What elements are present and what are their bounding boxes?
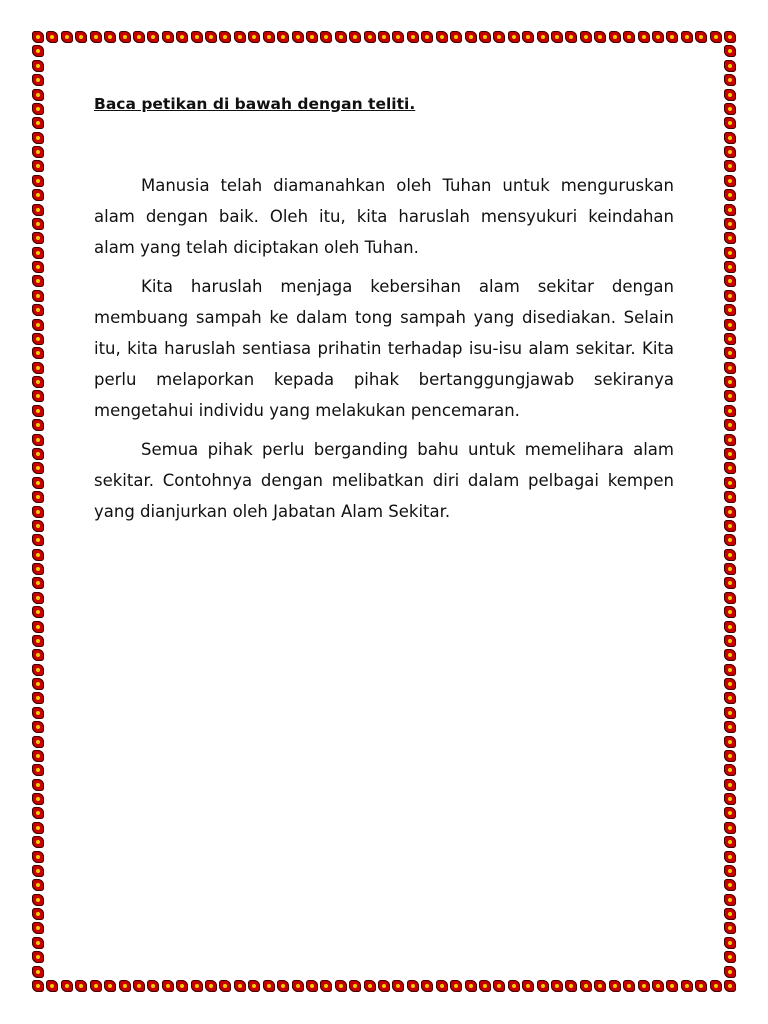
flower-icon <box>724 376 736 388</box>
flower-icon <box>248 980 260 992</box>
flower-icon <box>133 980 145 992</box>
flower-icon <box>638 980 650 992</box>
flower-icon <box>32 74 44 86</box>
flower-icon <box>537 980 549 992</box>
flower-icon <box>479 980 491 992</box>
flower-icon <box>32 390 44 402</box>
flower-icon <box>364 31 376 43</box>
flower-icon <box>32 31 44 43</box>
flower-icon <box>90 31 102 43</box>
flower-icon <box>724 980 736 992</box>
flower-icon <box>32 448 44 460</box>
flower-icon <box>263 980 275 992</box>
flower-icon <box>465 980 477 992</box>
flower-icon <box>378 31 390 43</box>
flower-icon <box>724 822 736 834</box>
flower-icon <box>32 319 44 331</box>
flower-icon <box>724 621 736 633</box>
flower-icon <box>623 31 635 43</box>
flower-icon <box>724 678 736 690</box>
flower-icon <box>724 721 736 733</box>
flower-icon <box>32 750 44 762</box>
flower-icon <box>46 980 58 992</box>
flower-icon <box>565 980 577 992</box>
flower-icon <box>191 980 203 992</box>
flower-icon <box>724 534 736 546</box>
flower-icon <box>724 851 736 863</box>
flower-icon <box>522 980 534 992</box>
flower-icon <box>75 31 87 43</box>
flower-icon <box>32 534 44 546</box>
flower-icon <box>695 980 707 992</box>
flower-icon <box>724 707 736 719</box>
flower-icon <box>724 635 736 647</box>
flower-icon <box>32 132 44 144</box>
flower-icon <box>32 304 44 316</box>
flower-icon <box>724 434 736 446</box>
flower-icon <box>724 937 736 949</box>
flower-icon <box>32 664 44 676</box>
flower-icon <box>32 966 44 978</box>
flower-icon <box>724 491 736 503</box>
flower-icon <box>32 807 44 819</box>
flower-icon <box>724 692 736 704</box>
flower-icon <box>522 31 534 43</box>
flower-icon <box>724 779 736 791</box>
flower-icon <box>32 45 44 57</box>
flower-icon <box>119 980 131 992</box>
flower-icon <box>277 980 289 992</box>
flower-icon <box>724 549 736 561</box>
flower-icon <box>263 31 275 43</box>
flower-icon <box>724 908 736 920</box>
flower-icon <box>450 31 462 43</box>
flower-icon <box>32 822 44 834</box>
flower-icon <box>724 160 736 172</box>
flower-icon <box>392 980 404 992</box>
flower-icon <box>75 980 87 992</box>
flower-icon <box>32 89 44 101</box>
flower-icon <box>32 649 44 661</box>
flower-icon <box>306 31 318 43</box>
flower-icon <box>724 74 736 86</box>
flower-icon <box>32 117 44 129</box>
flower-icon <box>724 45 736 57</box>
flower-icon <box>724 577 736 589</box>
flower-icon <box>32 736 44 748</box>
flower-icon <box>32 520 44 532</box>
flower-icon <box>335 31 347 43</box>
flower-icon <box>32 692 44 704</box>
flower-icon <box>724 951 736 963</box>
flower-icon <box>32 506 44 518</box>
flower-icon <box>133 31 145 43</box>
flower-icon <box>32 937 44 949</box>
flower-icon <box>90 980 102 992</box>
flower-icon <box>710 980 722 992</box>
flower-icon <box>724 922 736 934</box>
flower-icon <box>724 520 736 532</box>
flower-icon <box>364 980 376 992</box>
flower-icon <box>623 980 635 992</box>
flower-icon <box>638 31 650 43</box>
flower-icon <box>724 390 736 402</box>
flower-icon <box>724 247 736 259</box>
flower-icon <box>219 31 231 43</box>
document-body <box>94 88 674 535</box>
flower-icon <box>61 31 73 43</box>
flower-icon <box>32 851 44 863</box>
flower-icon <box>580 980 592 992</box>
flower-icon <box>147 980 159 992</box>
flower-icon <box>681 31 693 43</box>
flower-icon <box>421 31 433 43</box>
flower-icon <box>407 980 419 992</box>
flower-icon <box>176 31 188 43</box>
flower-icon <box>32 635 44 647</box>
flower-icon <box>465 31 477 43</box>
flower-icon <box>724 966 736 978</box>
flower-icon <box>724 218 736 230</box>
flower-icon <box>32 879 44 891</box>
flower-icon <box>724 405 736 417</box>
flower-icon <box>508 31 520 43</box>
flower-icon <box>666 980 678 992</box>
flower-icon <box>724 175 736 187</box>
flower-icon <box>609 31 621 43</box>
flower-icon <box>248 31 260 43</box>
flower-icon <box>61 980 73 992</box>
paragraph-1: Manusia telah diamanahkan oleh Tuhan untuk menguruskan alam dengan baik. Oleh itu, kita haruslah mensyukuri keindahan alam yang telah diciptakan oleh Tuhan. <box>94 176 674 257</box>
flower-icon <box>681 980 693 992</box>
flower-icon <box>493 31 505 43</box>
flower-icon <box>32 347 44 359</box>
flower-icon <box>724 894 736 906</box>
flower-icon <box>32 103 44 115</box>
flower-icon <box>32 606 44 618</box>
flower-icon <box>724 60 736 72</box>
flower-icon <box>436 980 448 992</box>
flower-icon <box>724 304 736 316</box>
flower-icon <box>349 980 361 992</box>
flower-icon <box>724 290 736 302</box>
flower-icon <box>652 980 664 992</box>
flower-icon <box>724 592 736 604</box>
flower-icon <box>508 980 520 992</box>
flower-icon <box>724 189 736 201</box>
flower-icon <box>176 980 188 992</box>
flower-icon <box>594 980 606 992</box>
flower-icon <box>493 980 505 992</box>
flower-icon <box>710 31 722 43</box>
flower-icon <box>32 175 44 187</box>
flower-icon <box>724 117 736 129</box>
flower-icon <box>32 218 44 230</box>
flower-icon <box>292 31 304 43</box>
flower-icon <box>32 232 44 244</box>
flower-icon <box>104 31 116 43</box>
flower-icon <box>724 793 736 805</box>
flower-icon <box>32 376 44 388</box>
flower-icon <box>724 362 736 374</box>
flower-icon <box>32 204 44 216</box>
flower-icon <box>551 31 563 43</box>
flower-icon <box>32 189 44 201</box>
flower-icon <box>378 980 390 992</box>
flower-icon <box>450 980 462 992</box>
flower-icon <box>724 477 736 489</box>
flower-icon <box>32 951 44 963</box>
flower-icon <box>724 448 736 460</box>
flower-icon <box>652 31 664 43</box>
flower-icon <box>32 477 44 489</box>
flower-icon <box>32 362 44 374</box>
flower-icon <box>565 31 577 43</box>
flower-icon <box>32 621 44 633</box>
flower-icon <box>32 333 44 345</box>
flower-icon <box>724 204 736 216</box>
flower-icon <box>724 807 736 819</box>
flower-icon <box>32 577 44 589</box>
flower-icon <box>32 60 44 72</box>
flower-icon <box>219 980 231 992</box>
flower-icon <box>580 31 592 43</box>
flower-icon <box>320 980 332 992</box>
flower-icon <box>436 31 448 43</box>
flower-icon <box>609 980 621 992</box>
flower-icon <box>349 31 361 43</box>
flower-icon <box>32 434 44 446</box>
flower-icon <box>32 247 44 259</box>
flower-icon <box>306 980 318 992</box>
paragraph-3: Semua pihak perlu berganding bahu untuk memelihara alam sekitar. Contohnya dengan melibatkan diri dalam pelbagai kempen yang dianjurkan oleh Jabatan Alam Sekitar. <box>94 440 674 521</box>
flower-icon <box>724 836 736 848</box>
flower-icon <box>32 146 44 158</box>
flower-icon <box>724 31 736 43</box>
flower-icon <box>32 707 44 719</box>
paragraph-2: Kita haruslah menjaga kebersihan alam sekitar dengan membuang sampah ke dalam tong sampah yang disediakan. Selain itu, kita haruslah sentiasa prihatin terhadap isu-isu alam sekitar. Kita perlu melaporkan kepada pihak bertanggungjawab sekiranya mengetahui individu yang melakukan pencemaran. <box>94 277 674 420</box>
flower-icon <box>320 31 332 43</box>
flower-icon <box>32 261 44 273</box>
flower-icon <box>104 980 116 992</box>
flower-icon <box>234 31 246 43</box>
flower-icon <box>32 836 44 848</box>
flower-icon <box>724 146 736 158</box>
flower-icon <box>205 31 217 43</box>
flower-icon <box>32 462 44 474</box>
flower-icon <box>32 894 44 906</box>
flower-icon <box>119 31 131 43</box>
flower-icon <box>594 31 606 43</box>
flower-icon <box>32 922 44 934</box>
flower-icon <box>335 980 347 992</box>
flower-icon <box>32 549 44 561</box>
flower-icon <box>32 764 44 776</box>
flower-icon <box>32 290 44 302</box>
flower-icon <box>277 31 289 43</box>
flower-icon <box>724 462 736 474</box>
flower-icon <box>32 908 44 920</box>
flower-icon <box>32 160 44 172</box>
flower-icon <box>32 563 44 575</box>
flower-icon <box>147 31 159 43</box>
flower-icon <box>32 405 44 417</box>
flower-icon <box>724 89 736 101</box>
flower-icon <box>162 980 174 992</box>
flower-icon <box>724 664 736 676</box>
flower-icon <box>32 865 44 877</box>
flower-icon <box>32 980 44 992</box>
flower-icon <box>32 419 44 431</box>
flower-icon <box>32 275 44 287</box>
flower-icon <box>724 419 736 431</box>
flower-icon <box>32 491 44 503</box>
flower-icon <box>724 275 736 287</box>
flower-icon <box>421 980 433 992</box>
flower-icon <box>537 31 549 43</box>
flower-icon <box>724 649 736 661</box>
flower-icon <box>724 347 736 359</box>
flower-icon <box>407 31 419 43</box>
flower-icon <box>724 750 736 762</box>
flower-icon <box>162 31 174 43</box>
flower-icon <box>666 31 678 43</box>
flower-icon <box>724 563 736 575</box>
flower-icon <box>32 592 44 604</box>
flower-icon <box>205 980 217 992</box>
flower-icon <box>32 721 44 733</box>
flower-icon <box>479 31 491 43</box>
flower-icon <box>724 879 736 891</box>
flower-icon <box>32 793 44 805</box>
flower-icon <box>724 333 736 345</box>
flower-icon <box>724 132 736 144</box>
flower-icon <box>392 31 404 43</box>
flower-icon <box>724 606 736 618</box>
flower-icon <box>292 980 304 992</box>
flower-icon <box>724 232 736 244</box>
flower-icon <box>724 103 736 115</box>
flower-icon <box>234 980 246 992</box>
flower-icon <box>724 261 736 273</box>
flower-icon <box>724 736 736 748</box>
flower-icon <box>724 764 736 776</box>
flower-icon <box>724 319 736 331</box>
flower-icon <box>32 678 44 690</box>
flower-icon <box>191 31 203 43</box>
flower-icon <box>32 779 44 791</box>
flower-icon <box>724 506 736 518</box>
flower-icon <box>46 31 58 43</box>
flower-icon <box>695 31 707 43</box>
instruction-heading: Baca petikan di bawah dengan teliti. <box>94 95 416 113</box>
flower-icon <box>724 865 736 877</box>
flower-icon <box>551 980 563 992</box>
